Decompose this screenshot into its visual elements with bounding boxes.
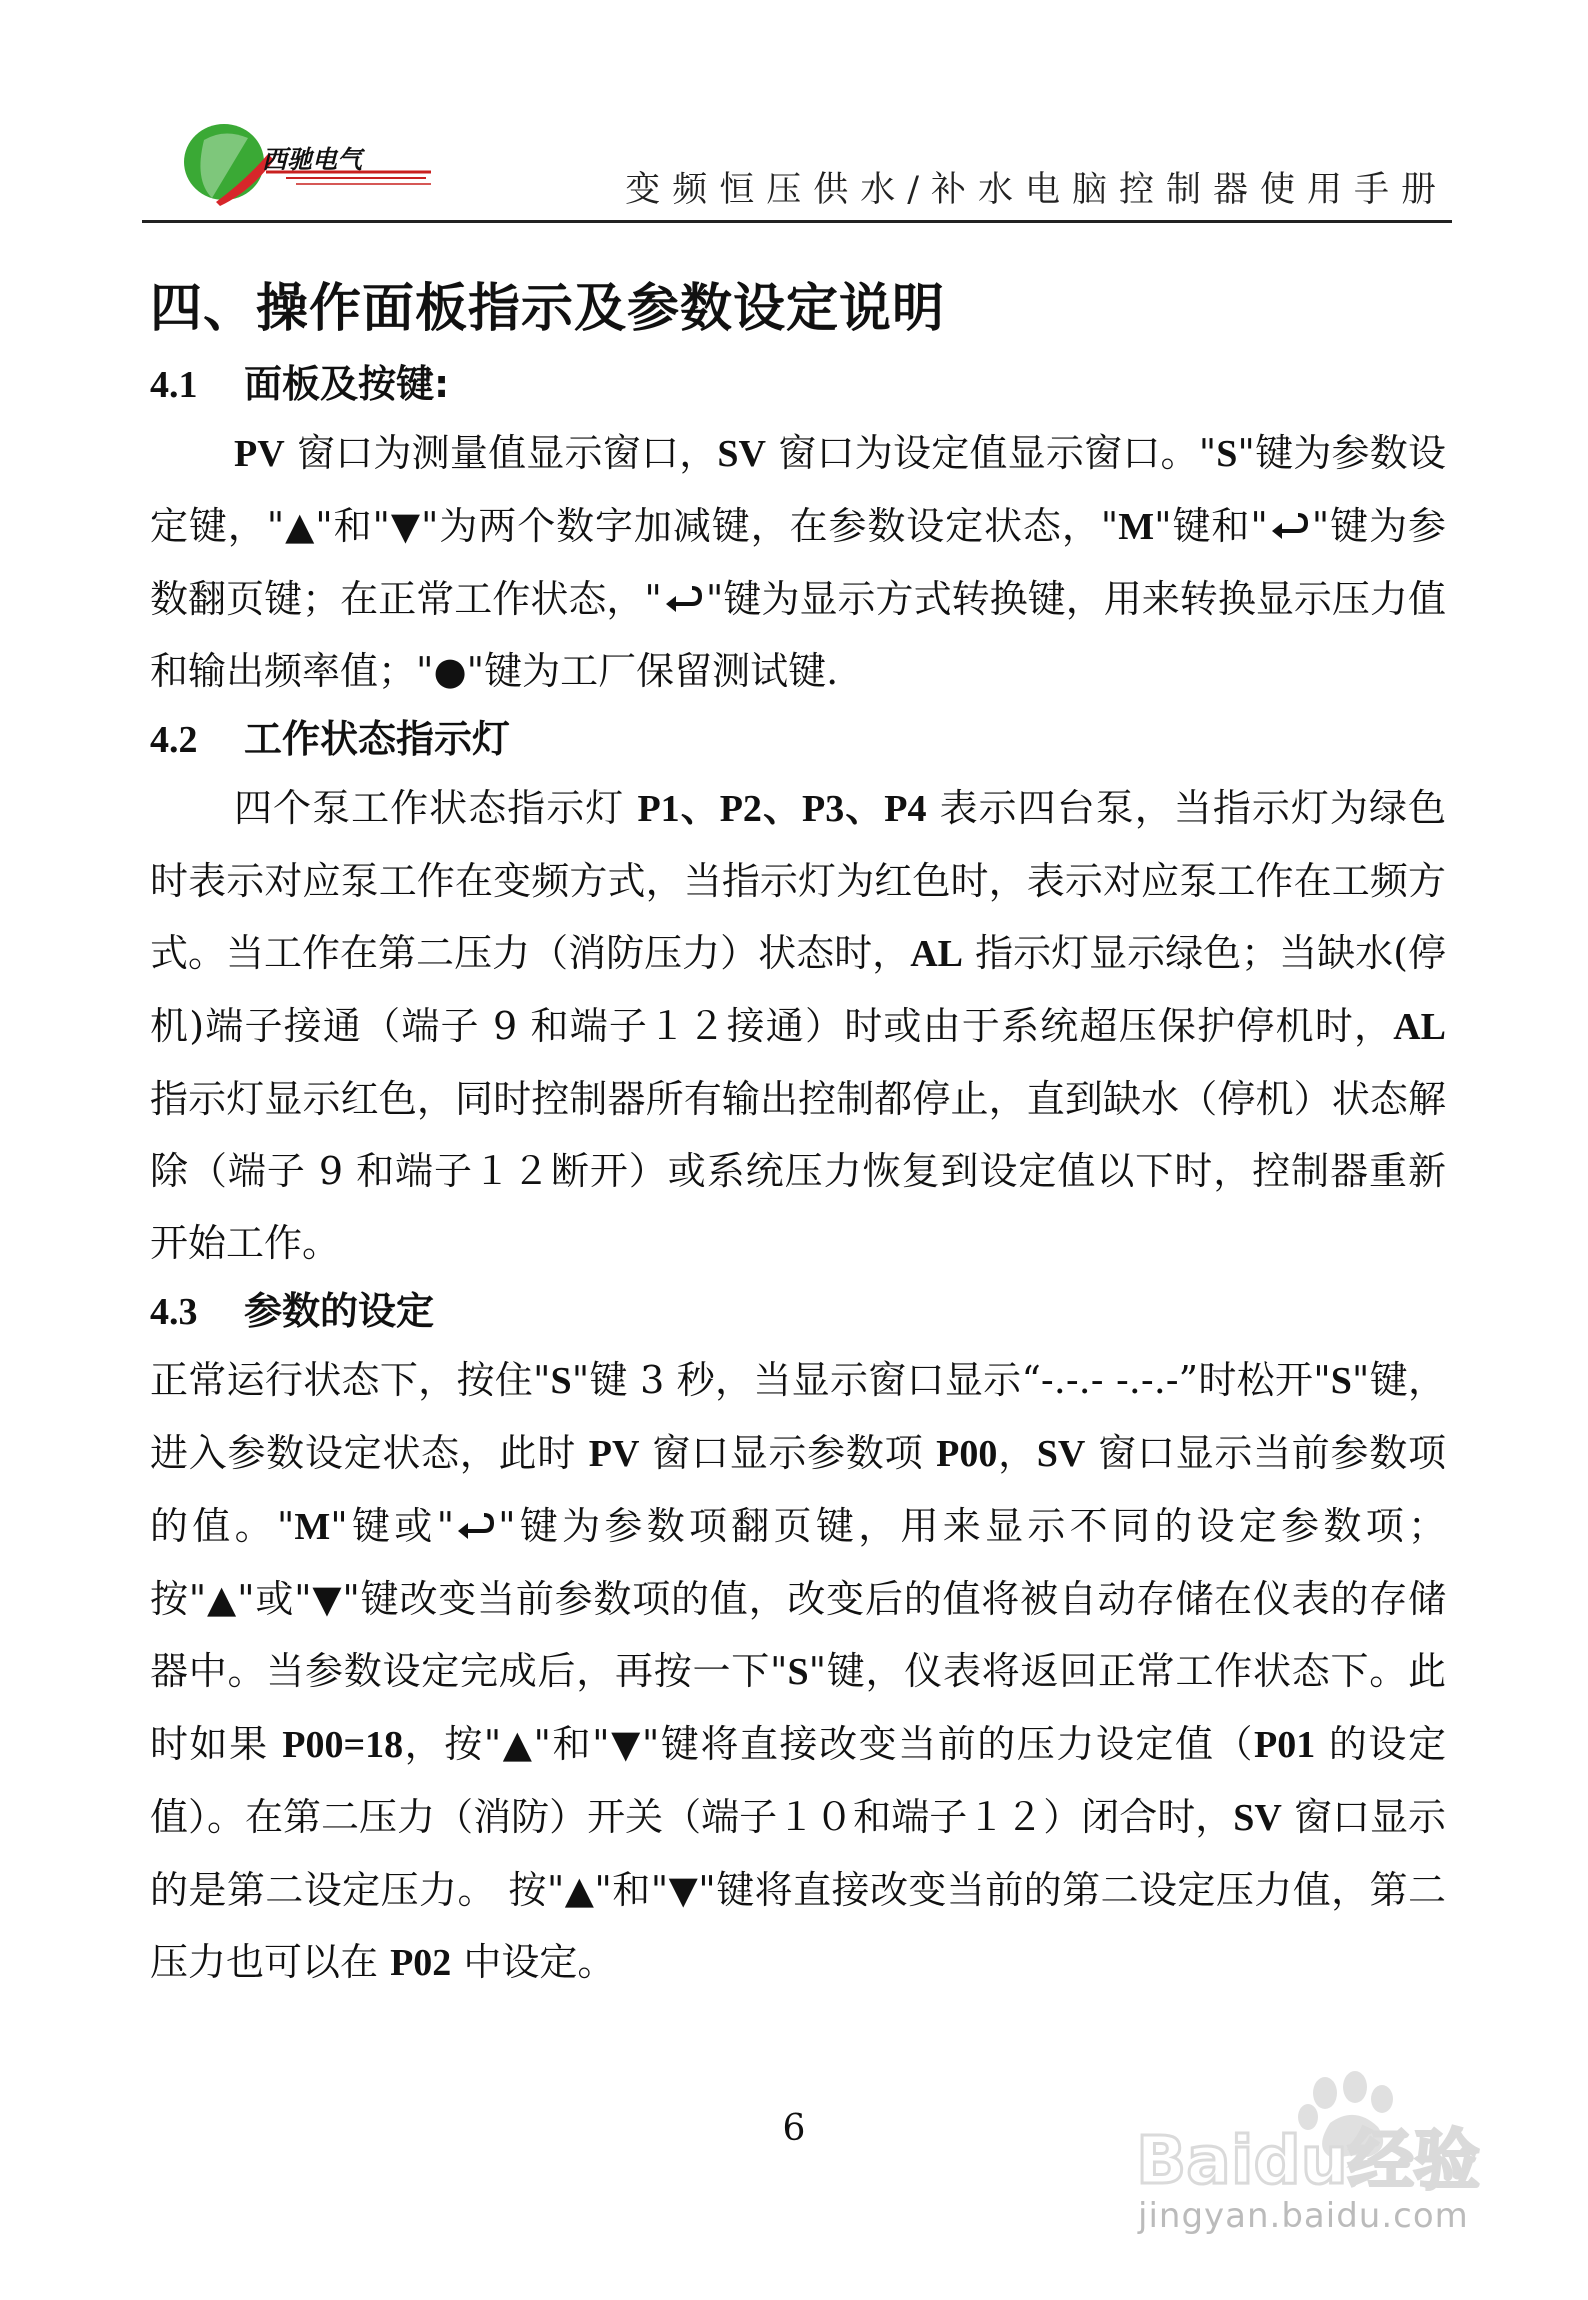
header-title: 变频恒压供水/补水电脑控制器使用手册 [625, 170, 1448, 210]
text-run: "键或" [330, 1504, 455, 1548]
text-run: P02 [390, 1942, 452, 1984]
text-run: M [1118, 506, 1155, 548]
text-run: P01 [1254, 1724, 1316, 1766]
section-number: 4.2 [150, 719, 198, 761]
enter-key-icon [1268, 507, 1312, 543]
text-run: 四个泵工作状态指示灯 [234, 786, 638, 830]
text-run: SV [1036, 1433, 1086, 1475]
text-run: S [550, 1360, 572, 1402]
text-run: 窗口显示的是第二设定压力。 按"▲"和"▼"键将直接改变当前的第二设定压力值，第二压力也可以在 [150, 1795, 1446, 1984]
watermark-logo-text: Baidu经验 [1136, 2122, 1480, 2199]
text-run: "键和" [1154, 504, 1268, 548]
text-run: 正常运行状态下，按住" [150, 1358, 551, 1402]
section-4-3-paragraph [150, 1344, 1446, 1999]
text-run: SV [717, 433, 766, 475]
text-run: "键，进入参数设定状态，此时 [150, 1358, 1446, 1475]
text-run: AL [1393, 1006, 1446, 1048]
section-4-2-heading [150, 707, 1446, 772]
logo-brand-text: 西驰电气 [262, 145, 363, 174]
section-number: 4.1 [150, 364, 198, 406]
text-run: PV [588, 1433, 640, 1475]
text-run: SV [1233, 1797, 1282, 1839]
text-run: 表示四台泵，当指示灯为绿色时表示对应泵工作在变频方式，当指示灯为红色时，表示对应泵工作在工频方式。当工作在第二压力（消防压力）状态时， [150, 786, 1446, 975]
text-run: 窗口为设定值显示窗口。" [766, 431, 1217, 475]
text-run: 指示灯显示绿色；当缺水(停机)端子接通（端子 9 和端子１２接通）时或由于系统超压保护停机时， [150, 931, 1447, 1048]
text-run: "键为参数项翻页键，用来显示不同的设定参数项；按"▲"或"▼"键改变当前参数项的值，改变后的值将被自动存储在仪表的存储器中。当参数设定完成后，再按一下" [150, 1504, 1446, 1693]
enter-key-icon [662, 580, 706, 616]
text-run: 窗口为测量值显示窗口， [284, 431, 718, 475]
text-run: "键为参数翻页键；在正常工作状态，" [150, 504, 1446, 621]
page-number: 6 [782, 2108, 806, 2149]
section-title: 工作状态指示灯 [244, 717, 511, 761]
text-run: S [1330, 1360, 1352, 1402]
section-number: 4.3 [150, 1291, 198, 1333]
text-run: "键为显示方式转换键，用来转换显示压力值和输出频率值；"●"键为工厂保留测试键. [150, 577, 1446, 693]
text-run: PV [234, 433, 285, 475]
text-run: ，按"▲"和"▼"键将直接改变当前的压力设定值（ [403, 1722, 1255, 1766]
company-logo [176, 110, 436, 210]
text-run: 中设定。 [451, 1940, 616, 1984]
text-run: "键为参数设定键，"▲"和"▼"为两个数字加减键，在参数设定状态，" [150, 431, 1446, 548]
text-run: S [1216, 433, 1238, 475]
text-run: "键，仪表将返回正常工作状态下。此时如果 [150, 1649, 1447, 1766]
text-run: M [294, 1506, 331, 1548]
text-run: 的设定值）。在第二压力（消防）开关（端子１０和端子１２）闭合时， [150, 1722, 1446, 1839]
text-run: 窗口显示当前参数项的值。" [150, 1431, 1446, 1548]
page-content [150, 270, 1446, 1999]
text-run: P00 [936, 1433, 998, 1475]
section-4-2-paragraph [150, 772, 1446, 1279]
text-run: 指示灯显示红色，同时控制器所有输出控制都停止，直到缺水（停机）状态解除（端子 9 和端子１２断开）或系统压力恢复到设定值以下时，控制器重新开始工作。 [150, 1077, 1446, 1265]
text-run: P1、P2、P3、P4 [637, 788, 927, 830]
section-title: 面板及按键: [244, 362, 450, 406]
section-4-1-heading [150, 352, 1446, 417]
text-run: S [787, 1651, 809, 1693]
text-run: 窗口显示参数项 [639, 1431, 937, 1475]
section-4-1-paragraph [150, 417, 1446, 707]
text-run: "键 3 秒，当显示窗口显示“-.-.- -.-.-”时松开" [571, 1358, 1331, 1402]
watermark-url: jingyan.baidu.com [1138, 2196, 1469, 2236]
chapter-title: 四、操作面板指示及参数设定说明 [150, 279, 946, 339]
section-4-3-heading [150, 1279, 1446, 1344]
header-divider [142, 220, 1452, 223]
text-run: ， [997, 1431, 1037, 1475]
section-title: 参数的设定 [244, 1289, 435, 1333]
text-run: AL [910, 933, 963, 975]
text-run: P00=18 [282, 1724, 404, 1766]
enter-key-icon [454, 1507, 498, 1543]
